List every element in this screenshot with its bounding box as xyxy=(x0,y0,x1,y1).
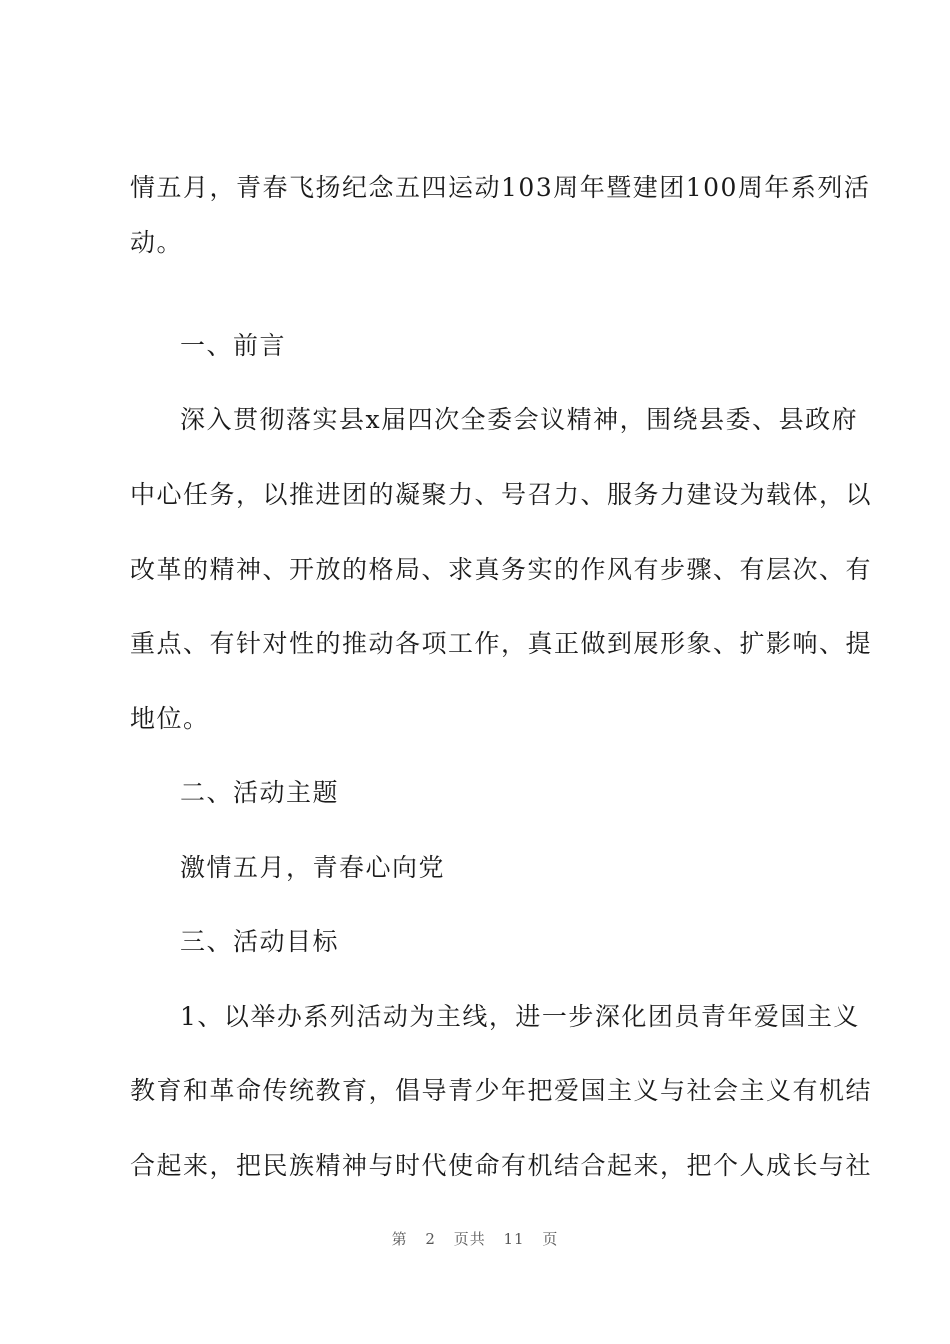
footer-label-ye-gong: 页共 xyxy=(453,1230,486,1248)
page-footer xyxy=(0,1228,950,1249)
body-text-line: 改革的精神、开放的格局、求真务实的作风有步骤、有层次、有 xyxy=(130,555,873,584)
section-heading-theme: 二、活动主题 xyxy=(180,778,340,807)
body-text-line: 1、以举办系列活动为主线，进一步深化团员青年爱国主义 xyxy=(180,1002,860,1031)
body-text-line: 深入贯彻落实县x届四次全委会议精神，围绕县委、县政府 xyxy=(180,405,859,434)
body-text-line: 教育和革命传统教育，倡导青少年把爱国主义与社会主义有机结 xyxy=(130,1076,873,1105)
footer-label-di: 第 xyxy=(391,1230,408,1248)
section-heading-goals: 三、活动目标 xyxy=(180,927,340,956)
footer-current-page: 2 xyxy=(425,1230,436,1248)
body-text-line: 中心任务，以推进团的凝聚力、号召力、服务力建设为载体，以 xyxy=(130,480,873,509)
footer-label-ye: 页 xyxy=(542,1230,559,1248)
body-text-line: 情五月，青春飞扬纪念五四运动103周年暨建团100周年系列活 xyxy=(130,173,871,202)
body-text-line: 地位。 xyxy=(130,704,210,733)
body-text-line: 重点、有针对性的推动各项工作，真正做到展形象、扩影响、提 xyxy=(130,629,873,658)
theme-text: 激情五月，青春心向党 xyxy=(180,853,446,882)
body-text-line: 动。 xyxy=(130,228,184,257)
footer-total-pages: 11 xyxy=(503,1230,525,1248)
section-heading-preface: 一、前言 xyxy=(180,331,287,360)
body-text-line: 合起来，把民族精神与时代使命有机结合起来，把个人成长与社 xyxy=(130,1151,873,1180)
